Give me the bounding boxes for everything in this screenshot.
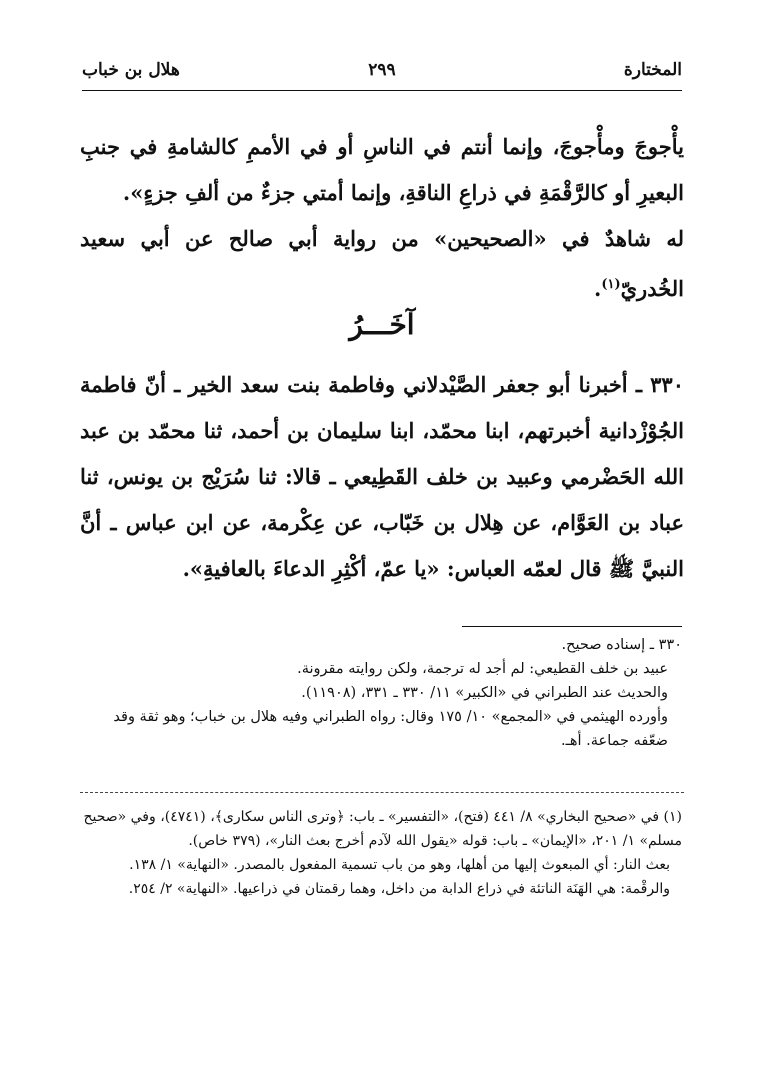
- commentary-line: ٣٣٠ ـ إسناده صحيح.: [561, 637, 682, 653]
- footnote-1-gloss: والرقْمة: هي الهَنَة الناتئة في ذراع الدابة من داخل، وهما رقمتان في ذراعيها. «النهاية» ٢/ ٢٥٤.: [128, 881, 670, 897]
- continued-hadith: [80, 124, 684, 216]
- section-title: آخَـــرُ: [349, 308, 415, 341]
- shahid-end: .: [594, 276, 602, 301]
- footnotes-block: [82, 805, 682, 901]
- page-number: ٢٩٩: [368, 60, 396, 80]
- footnote-separator: [80, 792, 684, 793]
- chapter-title: هلال بن خباب: [82, 60, 180, 80]
- footnote-1-gloss: بعث النار: أي المبعوث إليها من أهلها، وهو من باب تسمية المفعول بالمصدر. «النهاية» ١/ ١٣٨.: [129, 857, 670, 873]
- commentary-line: والحديث عند الطبراني في «الكبير» ١١/ ٣٣٠ ـ ٣٣١، (١١٩٠٨).: [301, 685, 668, 701]
- footnote-ref-1[interactable]: (١): [601, 277, 621, 292]
- book-title: المختارة: [623, 60, 682, 80]
- commentary-block: [82, 633, 682, 753]
- hadith-330: [80, 362, 684, 592]
- shahid-text: له شاهدٌ في «الصحيحين» من رواية أبي صالح عن أبي سعيد الخُدريّ: [80, 226, 684, 301]
- running-header: [82, 60, 682, 88]
- commentary-rule: [462, 626, 682, 627]
- continued-hadith-text: يأْجوجَ ومأْجوجَ، وإنما أنتم في الناسِ أو في الأممِ كالشامةِ في جنبِ البعيرِ أو كالرَّقْمَةِ في ذراعِ الناقةِ، وإنما أمتي جزءٌ من ألفِ جزءٍ».: [80, 134, 684, 205]
- commentary-line: عبيد بن خلف القطيعي: لم أجد له ترجمة، ولكن روايته مقرونة.: [297, 661, 668, 677]
- shahid-paragraph: [80, 216, 684, 312]
- hadith-330-text: ٣٣٠ ـ أخبرنا أبو جعفر الصَّيْدلاني وفاطمة بنت سعد الخير ـ أنّ فاطمة الجُوْزْدانية أخبرتهم، ابنا محمّد، ابنا سليمان بن أحمد، ثنا محمّد بن عبد الله الحَضْرمي وعبيد بن خلف القَطِيعي ـ قالا: ثنا سُرَيْج بن يونس، ثنا عباد بن العَوَّام، عن هِلال بن خَبّاب، عن عِكْرمة، عن ابن عباس ـ أنَّ النبيَّ ﷺ قال لعمّه العباس: «يا عمّ، أكْثِرِ الدعاءَ بالعافيةِ».: [80, 372, 684, 581]
- shahid-line: [80, 216, 684, 312]
- footnote-1: (١) في «صحيح البخاري» ٨/ ٤٤١ (فتح)، «التفسير» ـ باب: ﴿وترى الناس سكارى﴾، (٤٧٤١)، وفي «صحيح مسلم» ١/ ٢٠١، «الإيمان» ـ باب: قوله «يقول الله لآدم أخرج بعث النار»، (٣٧٩ خاص).: [83, 809, 682, 849]
- commentary-line: وأورده الهيثمي في «المجمع» ١٠/ ١٧٥ وقال: رواه الطبراني وفيه هلال بن خباب؛ وهو ثقة وقد ضعّفه جماعة. أهـ.: [113, 709, 668, 749]
- header-rule: [82, 90, 682, 91]
